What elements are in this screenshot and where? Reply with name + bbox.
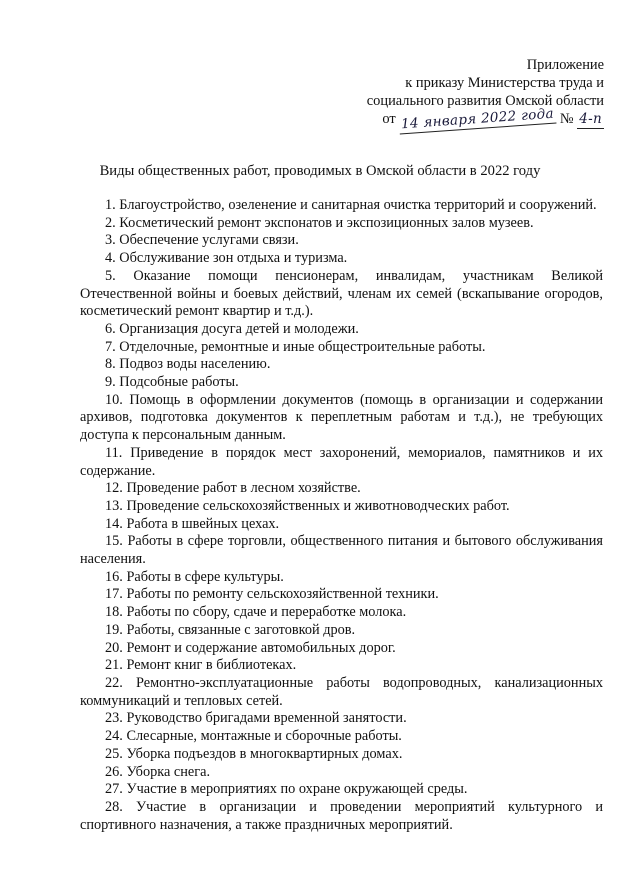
list-item: 10. Помощь в оформлении документов (помощь в организации и содержании архивов, подготовка документов к переплетным работам и т.д.), не требующих доступа к персональным данным. (80, 391, 603, 444)
list-item: 3. Обеспечение услугами связи. (105, 232, 299, 249)
appendix-header (366, 56, 604, 133)
list-item: 19. Работы, связанные с заготовкой дров. (105, 621, 356, 638)
list-item: 12. Проведение работ в лесном хозяйстве. (105, 480, 361, 497)
list-item: 24. Слесарные, монтажные и сборочные работы. (105, 728, 402, 745)
handwritten-date: 14 января 2022 года (399, 105, 557, 135)
list-item: 7. Отделочные, ремонтные и иные общестроительные работы. (105, 338, 486, 355)
document-title: Виды общественных работ, проводимых в Омской области в 2022 году (99, 163, 541, 179)
list-item: 6. Организация досуга детей и молодежи. (105, 320, 359, 337)
list-item: 14. Работа в швейных цехах. (105, 515, 280, 532)
list-item: 20. Ремонт и содержание автомобильных дорог. (105, 639, 396, 656)
list-item: 23. Руководство бригадами временной занятости. (105, 710, 407, 727)
list-item: 8. Подвоз воды населению. (105, 356, 271, 373)
list-item: 4. Обслуживание зон отдыха и туризма. (105, 250, 348, 267)
list-item: 22. Ремонтно-эксплуатационные работы водопроводных, канализационных коммуникаций и тепловых сетей. (80, 674, 603, 709)
from-label: от (382, 111, 396, 127)
list-item: 17. Работы по ремонту сельскохозяйственной техники. (105, 586, 439, 603)
list-item: 18. Работы по сбору, сдаче и переработке молока. (105, 604, 407, 621)
public-works-list (80, 197, 603, 834)
appendix-ministry: социального развития Омской области (366, 93, 604, 109)
handwritten-number: 4-п (579, 111, 602, 127)
list-item: 2. Косметический ремонт экспонатов и экспозиционных залов музеев. (105, 214, 534, 231)
list-item: 21. Ремонт книг в библиотеках. (105, 657, 297, 674)
list-item: 26. Уборка снега. (105, 763, 211, 780)
list-item: 28. Участие в организации и проведении мероприятий культурного и спортивного назначения, а также праздничных мероприятий. (80, 798, 603, 833)
list-item: 11. Приведение в порядок мест захоронений, мемориалов, памятников и их содержание. (80, 444, 603, 479)
list-item: 13. Проведение сельскохозяйственных и животноводческих работ. (105, 497, 510, 514)
appendix-date-line (367, 105, 604, 133)
list-item: 27. Участие в мероприятиях по охране окружающей среды. (105, 781, 468, 798)
list-item: 15. Работы в сфере торговли, общественного питания и бытового обслуживания населения. (80, 533, 603, 568)
list-item: 5. Оказание помощи пенсионерам, инвалидам, участникам Великой Отечественной войны и боевых действий, членам их семей (вскапывание огородов, косметический ремонт квартир и т.д.). (80, 267, 603, 320)
list-item: 16. Работы в сфере культуры. (105, 568, 284, 585)
list-item: 1. Благоустройство, озеленение и санитарная очистка территорий и сооружений. (105, 197, 597, 213)
list-item: 25. Уборка подъездов в многоквартирных домах. (105, 745, 403, 762)
list-item: 9. Подсобные работы. (105, 374, 239, 391)
appendix-label: Приложение (526, 57, 604, 73)
number-label: № (559, 111, 574, 127)
appendix-order-ref: к приказу Министерства труда и (405, 75, 604, 91)
